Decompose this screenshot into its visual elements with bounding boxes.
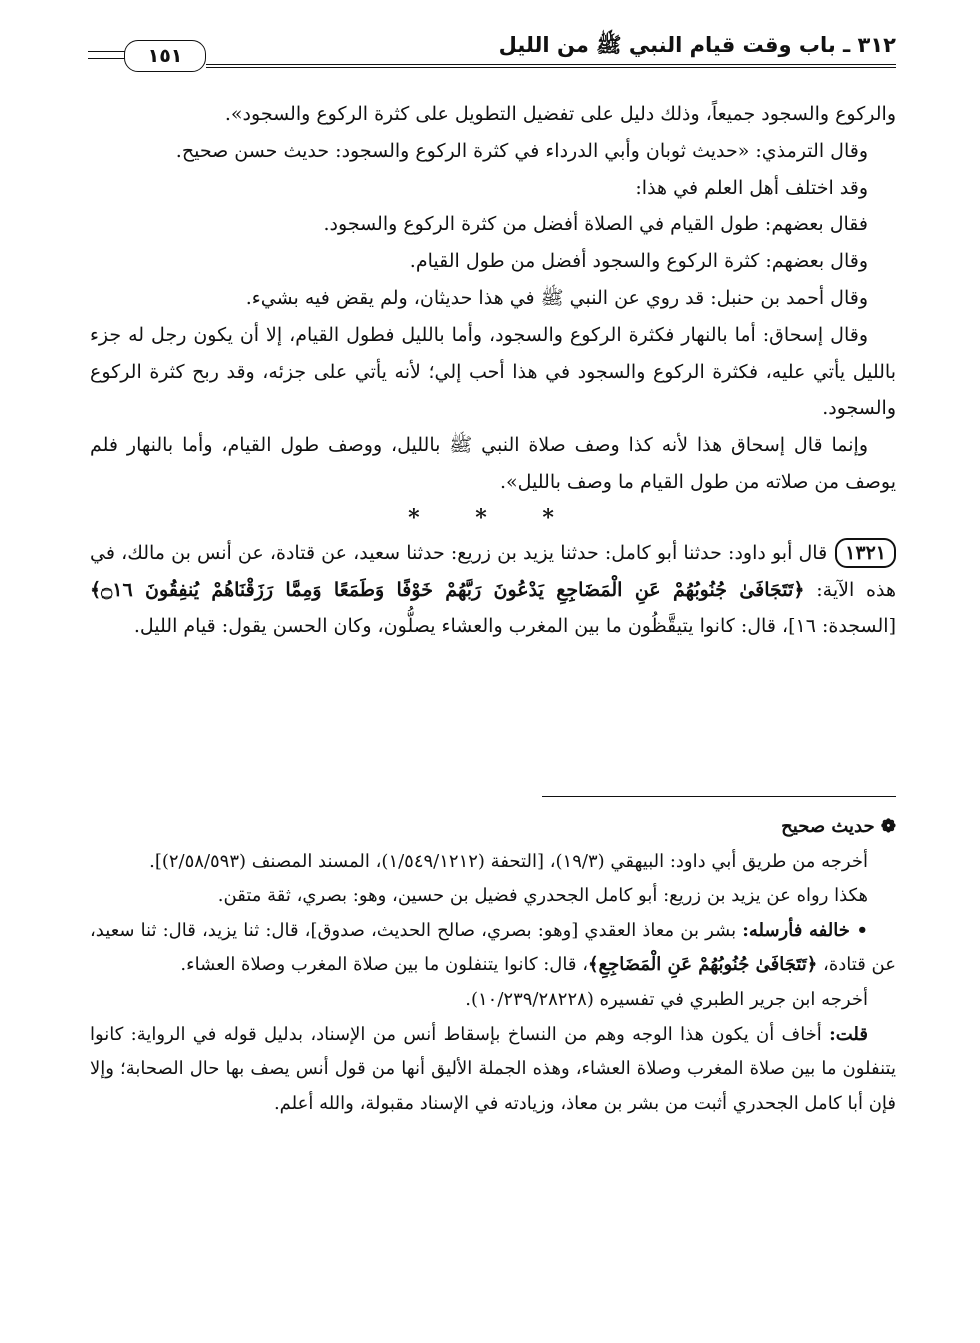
note-paragraph <box>90 914 896 983</box>
quran-verse: ﴿تَتَجَافَىٰ جُنُوبُهُمْ عَنِ الْمَضَاجِعِ يَدْعُونَ رَبَّهُمْ خَوْفًا وَطَمَعًا وَمِمَّا رَزَقْنَاهُمْ يُنفِقُونَ ۝١٦﴾ <box>90 578 805 601</box>
paragraph: وقد اختلف أهل العلم في هذا: <box>635 176 868 199</box>
note-text: أخاف أن يكون هذا الوجه وهم من النساخ بإسقاط أنس من الإسناد، بدليل قوله في الرواية: كانوا يتنفلون ما بين صلاة المغرب وصلاة العشاء، وهذه الجملة الأليق أنها من قول أنس يصف بها حال الصحابة؛ وإلا فإن أبا كامل الجحدري أثبت من بشر بن معاذ، وزيادته في الإسناد مقبولة، والله أعلم. <box>90 1023 896 1114</box>
note-lead: • خالفه فأرسله: <box>742 919 868 941</box>
paragraph: والركوع والسجود جميعاً، وذلك دليل على تفضيل التطويل على كثرة الركوع والسجود». <box>224 103 896 125</box>
section-separator: * * * <box>408 504 578 531</box>
page-number: ١٥١ <box>124 40 206 72</box>
chapter-title: ٣١٢ ـ باب وقت قيام النبي ﷺ من الليل <box>498 33 896 57</box>
note-paragraph: أخرجه ابن جرير الطبري في تفسيره (١٠/٢٣٩/٢٨٢٢٨). <box>465 988 868 1010</box>
paragraph: فقال بعضهم: طول القيام في الصلاة أفضل من كثرة الركوع والسجود. <box>323 213 868 236</box>
note-paragraph <box>90 1018 896 1122</box>
note-paragraph: أخرجه من طريق أبي داود: البيهقي (١٩/٣)، [التحفة (١/٥٤٩/١٢١٢)، المسند المصنف (٢/٥٨/٥٩٣)]. <box>149 850 868 872</box>
note-paragraph: هكذا رواه عن يزيد بن زريع: أبو كامل الجحدري فضيل بن حسين، وهو: بصري، ثقة متقن. <box>217 885 868 907</box>
footnotes <box>90 810 896 1121</box>
paragraph: وإنما قال إسحاق هذا لأنه كذا وصف صلاة النبي ﷺ بالليل، ووصف طول القيام، وأما بالنهار فلم يوصف من صلاته من طول القيام ما وصف بالليل». <box>90 434 896 493</box>
note-lead: قلت: <box>829 1023 868 1045</box>
grading-title: ❁ حديث صحيح <box>781 816 896 837</box>
header-rule <box>206 64 896 68</box>
quran-verse: ﴿تَتَجَافَىٰ جُنُوبُهُمْ عَنِ الْمَضَاجِعِ﴾ <box>588 954 818 976</box>
note-text: ، قال: كانوا يتنفلون ما بين صلاة المغرب وصلاة العشاء. <box>180 954 588 976</box>
hadith-text: قال أبو داود: حدثنا أبو كامل: حدثنا يزيد بن زريع: حدثنا سعيد، عن قتادة، عن أنس بن مالك، في هذه الآية: <box>90 541 896 601</box>
main-text <box>90 96 896 645</box>
paragraph: وقال الترمذي: «حديث ثوبان وأبي الدرداء في كثرة الركوع والسجود: حديث حسن صحيح. <box>175 139 868 162</box>
note-text: بشر بن معاذ العقدي [وهو: بصري، صالح الحديث، صدوق]، قال: ثنا يزيد، قال: ثنا سعيد، عن قتادة، <box>90 919 896 976</box>
footnote-divider <box>542 796 896 797</box>
paragraph: وقال بعضهم: كثرة الركوع والسجود أفضل من طول القيام. <box>409 250 868 273</box>
paragraph: وقال إسحاق: أما بالنهار فكثرة الركوع والسجود، وأما بالليل فطول القيام، إلا أن يكون رجل له جزء بالليل يأتي عليه، فكثرة الركوع والسجود في هذا أحب إلي؛ لأنه يأتي على جزئه، وقد ربح كثرة الركوع والسجود. <box>90 323 896 420</box>
header-rule-left <box>88 51 126 59</box>
hadith-number: ١٣٢١ <box>835 538 896 568</box>
running-header <box>88 26 896 72</box>
hadith-paragraph <box>90 535 896 645</box>
paragraph: وقال أحمد بن حنبل: قد روي عن النبي ﷺ في هذا حديثان، ولم يقض فيه بشيء. <box>245 286 868 309</box>
hadith-text: [السجدة: ١٦]، قال: كانوا يتيقَّظُون ما بين المغرب والعشاء يصلُّون، وكان الحسن يقول: قيام الليل. <box>133 615 896 638</box>
